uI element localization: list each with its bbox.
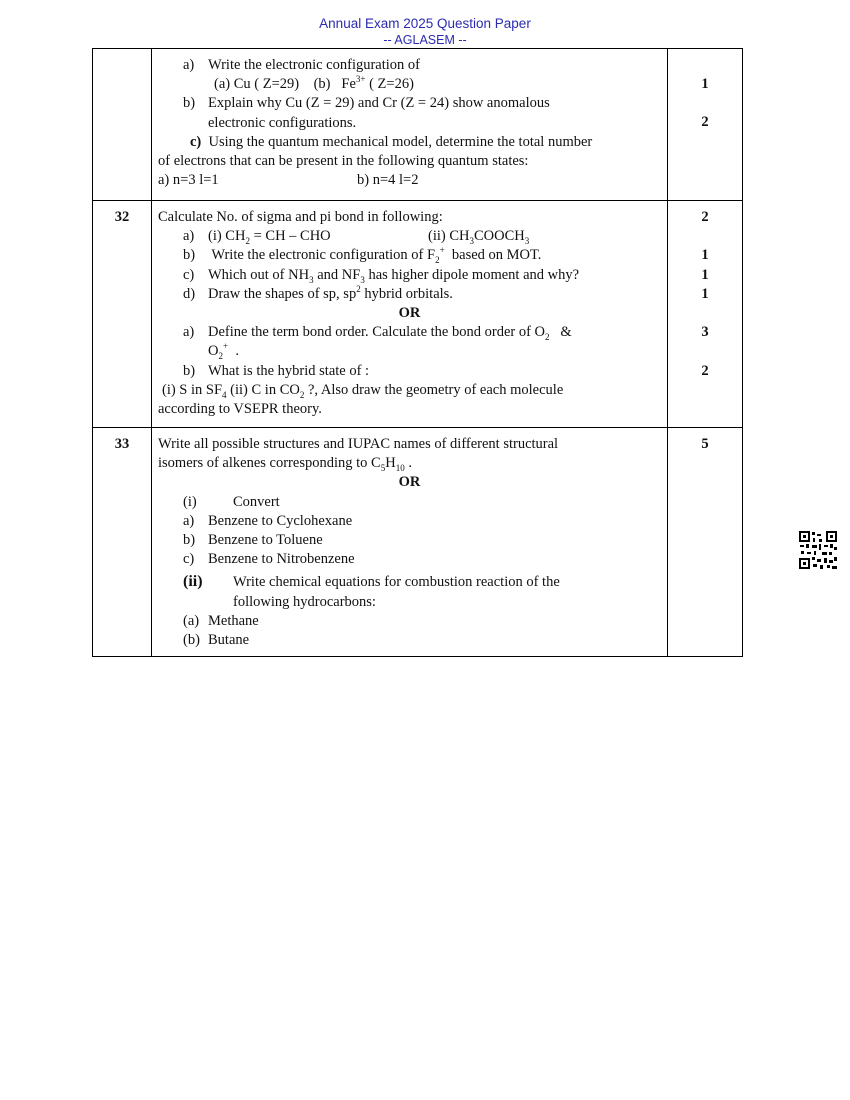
question-number: 33 — [93, 428, 152, 656]
question-table — [92, 48, 743, 657]
marks-column: 1 2 — [701, 76, 709, 131]
question-number: 32 — [93, 201, 152, 427]
question-text: a) Write the electronic configuration of (a) Cu ( Z=29) (b) $Fe^{3+}$ ( Z=26) b) Explain why Cu (Z = 29) and Cr (Z = 24) show anomalous electronic configurations. c) Using the quantum mechanical model, determine the total number of electrons that can be present in the following quantum states: a) n=3 l=1 b) n=4 l=2 — [152, 49, 668, 200]
or-divider: OR — [398, 474, 421, 491]
header-title: Annual Exam 2025 Question Paper — [319, 16, 531, 31]
table-row — [93, 427, 742, 656]
table-row — [93, 200, 742, 427]
header-source: -- AGLASEM -- — [383, 33, 467, 47]
table-row — [93, 49, 742, 200]
or-divider: OR — [398, 305, 421, 322]
marks-column: 5 — [701, 436, 709, 452]
marks-column: 2 1 1 1 3 2 — [701, 209, 709, 379]
question-number — [93, 49, 152, 200]
question-text: Calculate No. of sigma and pi bond in following: a) (i) $CH_2$ = CH – CHO (ii) $CH_3COOCH_3$ b) Write the electronic configuration of $F_2^+$ based on MOT. c) Which out of $NH_3$ and $NF_3$ has higher dipole moment and why? d) Draw the shapes of sp, $sp^2$ hybrid orbitals. OR a) Define the term bond order. Calculate the bond order of $O_2$ & $O_2^+$ . b) What is the hybrid state of : (i) S in $SF_4$ (ii) C in $CO_2$ ?, Also draw the geometry of each molecule according to VSEPR theory. — [152, 201, 668, 427]
qr-code-icon — [798, 530, 838, 570]
question-text: Write all possible structures and IUPAC names of different structural isomers of alkenes corresponding to $C_5H_{10}$ . OR (i) Convert a) Benzene to Cyclohexane b) Benzene to Toluene c) Benzene to Nitrobenzene (ii) Write chemical equations for combustion reaction of the following hydrocarbons: (a) Methane (b) Butane — [152, 428, 668, 656]
